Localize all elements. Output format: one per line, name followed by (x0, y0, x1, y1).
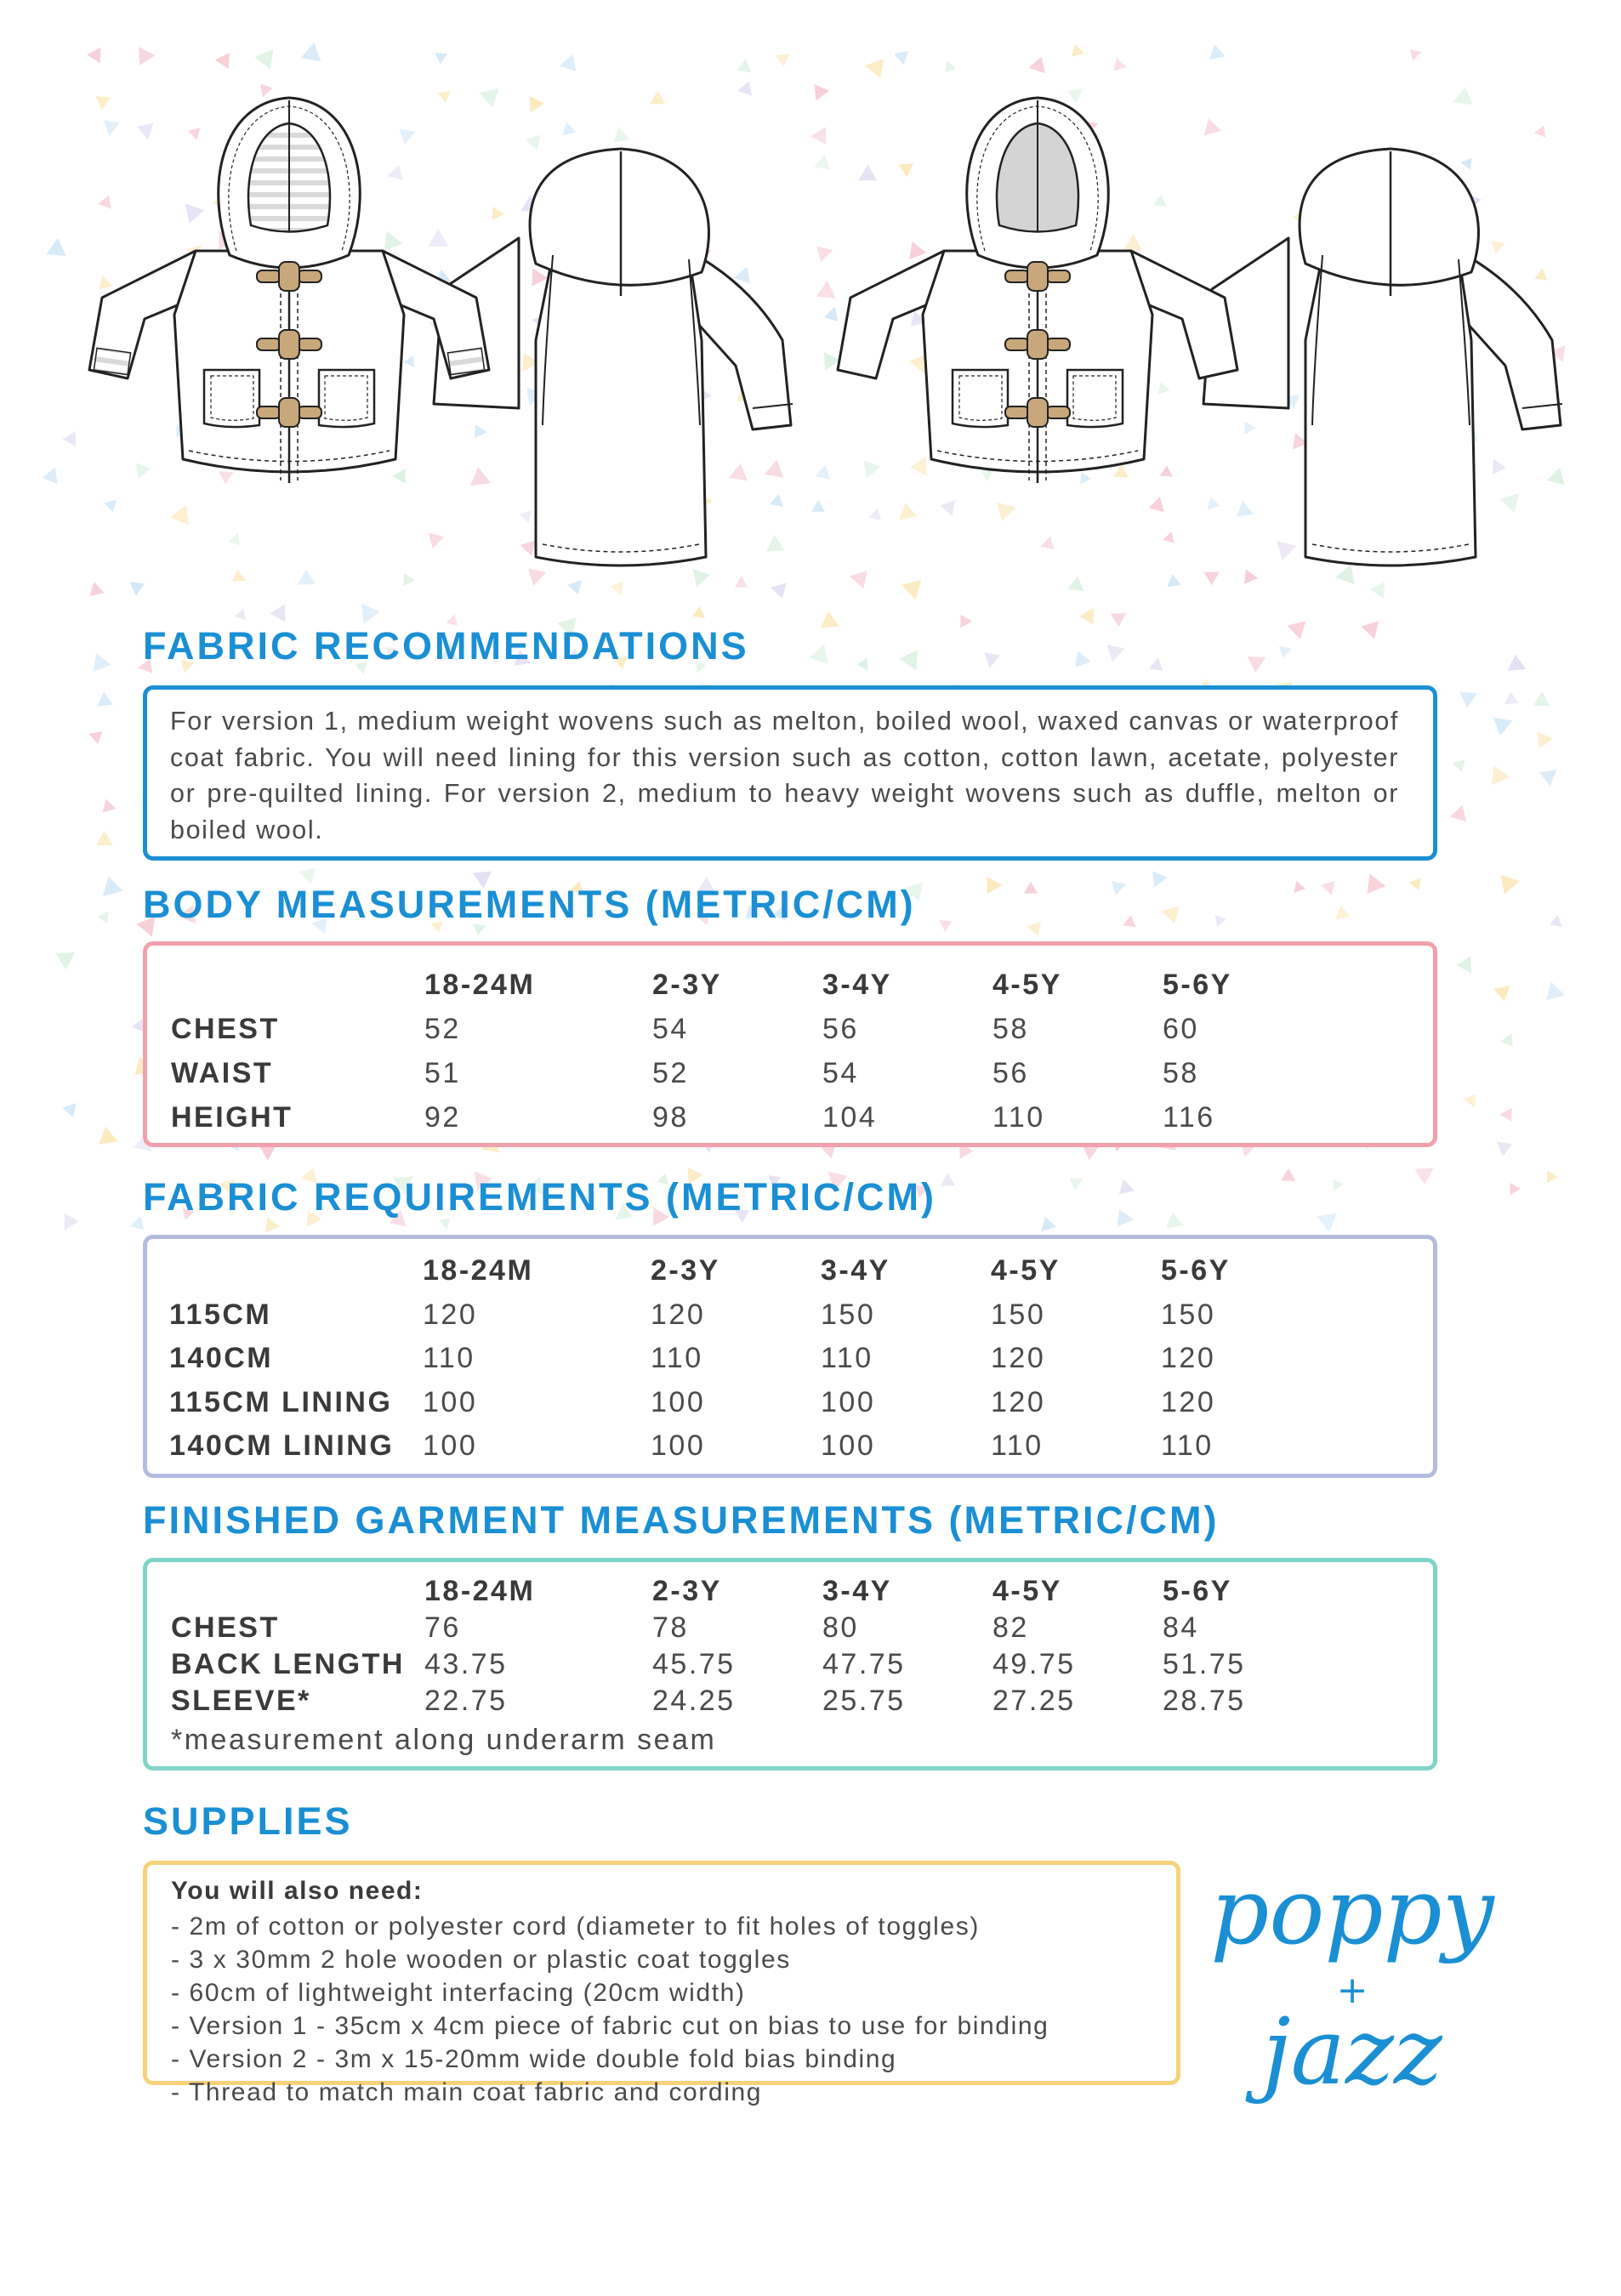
background-triangle (97, 692, 113, 707)
background-triangle (1493, 718, 1513, 736)
table-cell: 110 (1161, 1429, 1214, 1463)
background-triangle (1500, 1033, 1513, 1047)
background-triangle (1083, 1145, 1099, 1161)
table-cell: 92 (424, 1100, 461, 1134)
list-item: - 3 x 30mm 2 hole wooden or plastic coat toggles (171, 1943, 1049, 1976)
background-triangle (63, 431, 77, 446)
background-triangle (1333, 1179, 1344, 1191)
table-cell: 56 (822, 1012, 859, 1045)
background-triangle (1362, 621, 1379, 639)
background-triangle (1113, 58, 1126, 71)
size-header: 2-3Y (651, 1254, 720, 1287)
size-header-row (171, 1572, 1265, 1610)
background-triangle (984, 652, 1000, 668)
background-triangle (43, 468, 58, 484)
background-triangle (776, 54, 790, 66)
background-triangle (1166, 1212, 1183, 1228)
background-triangle (1464, 1094, 1476, 1108)
background-triangle (299, 867, 316, 884)
background-triangle (62, 1103, 76, 1117)
list-item: - 60cm of lightweight interfacing (20cm width) (171, 1976, 1049, 2009)
background-triangle (1410, 49, 1421, 60)
table-cell: 51.75 (1163, 1648, 1246, 1680)
logo-plus: + (1336, 1969, 1368, 2012)
background-triangle (1452, 759, 1465, 772)
background-triangle (1459, 692, 1477, 708)
table-row (171, 1646, 1265, 1683)
table-cell: 100 (423, 1429, 478, 1463)
background-triangle (692, 606, 705, 618)
size-header-row (169, 1249, 1263, 1293)
background-triangle (821, 611, 839, 628)
background-triangle (1123, 915, 1136, 927)
background-triangle (1409, 878, 1421, 890)
table-cell: 60 (1163, 1012, 1199, 1045)
table-cell: 98 (652, 1100, 689, 1134)
poppy-jazz-logo (1208, 1854, 1497, 2134)
background-triangle (94, 653, 111, 672)
background-triangle (737, 59, 751, 72)
background-triangle (99, 1127, 117, 1145)
table-cell: 84 (1163, 1611, 1199, 1644)
table-cell: 54 (652, 1012, 689, 1045)
list-item: - Thread to match main coat fabric and cording (171, 2076, 1049, 2109)
background-triangle (103, 798, 117, 812)
table-cell: 120 (1161, 1342, 1216, 1375)
table-row (169, 1337, 1263, 1381)
background-triangle (439, 1218, 451, 1229)
fabric-requirements-table (169, 1249, 1263, 1469)
background-triangle (560, 54, 577, 71)
table-cell: 51 (424, 1056, 461, 1089)
version-1-front-view (89, 98, 489, 483)
background-triangle (235, 609, 246, 621)
background-triangle (103, 877, 123, 896)
background-triangle (1119, 1179, 1135, 1195)
size-header: 2-3Y (652, 1574, 722, 1607)
background-triangle (1497, 1142, 1512, 1157)
table-cell: 54 (822, 1056, 859, 1089)
table-cell: 100 (423, 1385, 478, 1418)
background-triangle (260, 1147, 276, 1161)
background-triangle (1118, 1209, 1134, 1227)
background-triangle (1075, 651, 1090, 668)
background-triangle (1281, 1168, 1295, 1181)
background-triangle (1149, 657, 1163, 671)
size-header: 2-3Y (652, 968, 722, 1001)
background-triangle (1069, 1178, 1083, 1191)
size-header: 4-5Y (993, 968, 1062, 1001)
measurement-footnote: *measurement along underarm seam (171, 1724, 717, 1756)
fabric-recommendations-title: FABRIC RECOMMENDATIONS (143, 624, 749, 668)
table-cell: 80 (822, 1611, 859, 1644)
table-row (171, 1610, 1265, 1646)
table-cell: 120 (991, 1342, 1046, 1375)
background-triangle (1508, 654, 1527, 671)
finished-garment-title: FINISHED GARMENT MEASUREMENTS (METRIC/CM) (143, 1498, 1220, 1542)
background-triangle (1029, 57, 1045, 74)
table-cell: 100 (651, 1385, 706, 1418)
background-triangle (1288, 621, 1306, 639)
background-triangle (254, 49, 273, 70)
supplies-box (143, 1861, 1180, 2106)
background-triangle (1294, 881, 1305, 893)
supplies-title: SUPPLIES (143, 1799, 353, 1843)
background-triangle (1215, 915, 1227, 927)
size-header: 5-6Y (1163, 1574, 1232, 1607)
background-triangle (1510, 1183, 1521, 1195)
table-cell: 52 (652, 1056, 689, 1089)
background-triangle (98, 912, 109, 924)
background-triangle (435, 53, 447, 64)
row-label: WAIST (171, 1056, 274, 1089)
background-triangle (960, 615, 972, 628)
row-label: CHEST (171, 1012, 280, 1045)
background-triangle (945, 61, 956, 73)
background-triangle (987, 877, 1002, 894)
table-cell: 120 (651, 1298, 706, 1331)
background-triangle (856, 658, 867, 671)
background-triangle (1504, 691, 1519, 704)
background-triangle (1414, 1168, 1433, 1185)
table-cell: 76 (424, 1611, 461, 1644)
background-triangle (894, 51, 908, 65)
table-cell: 27.25 (993, 1685, 1076, 1717)
background-triangle (361, 604, 379, 624)
size-header: 4-5Y (991, 1254, 1061, 1287)
size-header: 18-24M (424, 1574, 536, 1607)
table-row (169, 1381, 1263, 1425)
table-cell: 49.75 (993, 1648, 1076, 1680)
table-cell: 116 (1163, 1100, 1215, 1134)
background-triangle (1027, 922, 1041, 936)
row-label: 115CM LINING (169, 1385, 393, 1418)
body-measurements-title: BODY MEASUREMENTS (METRIC/CM) (143, 883, 916, 926)
table-cell: 104 (822, 1100, 878, 1134)
background-triangle (1335, 906, 1350, 919)
table-cell: 110 (991, 1429, 1044, 1463)
background-triangle (1500, 1108, 1512, 1122)
finished-garment-box (143, 1558, 1437, 1770)
background-triangle (1550, 915, 1562, 927)
table-cell: 82 (993, 1611, 1029, 1644)
size-header: 5-6Y (1163, 968, 1232, 1001)
version-2-back-view (1203, 149, 1562, 565)
size-header: 4-5Y (993, 1574, 1062, 1607)
list-item: - Version 2 - 3m x 15-20mm wide double fold bias binding (171, 2043, 1049, 2076)
background-triangle (1248, 656, 1266, 673)
fabric-requirements-box (143, 1235, 1437, 1478)
table-cell: 100 (821, 1429, 876, 1463)
background-triangle (1450, 805, 1466, 821)
background-triangle (1112, 881, 1126, 895)
table-cell: 78 (652, 1611, 689, 1644)
background-triangle (1321, 881, 1334, 895)
row-label: SLEEVE* (171, 1685, 311, 1717)
background-triangle (1279, 646, 1292, 658)
table-cell: 47.75 (822, 1648, 906, 1680)
row-label: CHEST (171, 1611, 280, 1644)
background-triangle (265, 1217, 280, 1232)
body-measurements-table (171, 963, 1265, 1139)
version-2-front-view (838, 98, 1237, 483)
background-triangle (1024, 882, 1038, 894)
background-triangle (96, 831, 113, 846)
list-item: - Version 1 - 35cm x 4cm piece of fabric cut on bias to use for binding (171, 2009, 1049, 2043)
row-label: 115CM (169, 1298, 272, 1331)
supplies-list (171, 1910, 1049, 2109)
logo-word-poppy: poppy (1210, 1859, 1494, 1965)
table-cell: 120 (423, 1298, 478, 1331)
row-label: 140CM LINING (169, 1429, 395, 1463)
table-cell: 110 (651, 1342, 703, 1375)
background-triangle (1152, 871, 1167, 887)
size-header: 5-6Y (1161, 1254, 1231, 1287)
background-triangle (130, 1216, 144, 1230)
fabric-recommendations-box (143, 685, 1437, 861)
table-cell: 120 (1161, 1385, 1216, 1418)
background-triangle (1456, 956, 1471, 973)
size-header: 18-24M (424, 968, 536, 1001)
size-header: 3-4Y (821, 1254, 890, 1287)
background-triangle (47, 238, 66, 256)
row-label: BACK LENGTH (171, 1648, 405, 1680)
background-triangle (865, 59, 884, 78)
table-cell: 52 (424, 1012, 461, 1045)
table-cell: 58 (1163, 1056, 1199, 1089)
background-triangle (270, 605, 285, 622)
table-cell: 58 (993, 1012, 1029, 1045)
table-row (171, 1051, 1265, 1095)
finished-garment-table (171, 1572, 1265, 1719)
table-cell: 45.75 (652, 1648, 736, 1680)
list-item: - 2m of cotton or polyester cord (diameter to fit holes of toggles) (171, 1910, 1049, 1943)
row-label: HEIGHT (171, 1100, 293, 1134)
table-cell: 25.75 (822, 1685, 906, 1717)
background-triangle (1533, 691, 1550, 706)
background-triangle (1107, 645, 1125, 662)
fabric-recommendations-text: For version 1, medium weight wovens such as melton, boiled wool, waxed canvas or waterproof coat fabric. You will need lining for this version such as cotton, cotton lawn, acetate, polyester or pre-quilted lining. For version 2, medium to heavy weight wovens such as duffle, melton or boiled wool. (170, 707, 1399, 844)
background-triangle (1317, 1213, 1337, 1232)
size-header: 3-4Y (822, 968, 892, 1001)
table-cell: 150 (1161, 1298, 1216, 1331)
table-cell: 100 (651, 1429, 706, 1463)
background-triangle (1546, 982, 1565, 1001)
table-cell: 150 (821, 1298, 876, 1331)
table-cell: 110 (821, 1342, 873, 1375)
background-triangle (1368, 874, 1386, 894)
table-row (169, 1293, 1263, 1338)
background-triangle (1501, 875, 1520, 895)
table-cell: 28.75 (1163, 1685, 1246, 1717)
table-cell: 120 (991, 1385, 1046, 1418)
table-row (171, 1095, 1265, 1139)
background-triangle (1493, 986, 1510, 1002)
body-measurements-box (143, 941, 1437, 1147)
table-cell: 110 (993, 1100, 1045, 1134)
table-row (171, 1007, 1265, 1051)
fabric-requirements-title: FABRIC REQUIREMENTS (METRIC/CM) (143, 1175, 936, 1219)
background-triangle (89, 731, 103, 744)
background-triangle (899, 650, 918, 670)
table-row (171, 1683, 1265, 1719)
background-triangle (810, 645, 828, 664)
background-triangle (1162, 906, 1180, 924)
background-triangle (1111, 613, 1126, 627)
size-header: 3-4Y (822, 1574, 892, 1607)
coat-flat-drawings (77, 85, 1573, 595)
background-triangle (1209, 44, 1226, 60)
background-triangle (941, 1173, 956, 1185)
background-triangle (301, 43, 321, 62)
table-cell: 110 (423, 1342, 475, 1375)
table-cell: 24.25 (652, 1685, 736, 1717)
background-triangle (1042, 1217, 1056, 1232)
size-header-row (171, 963, 1265, 1007)
table-cell: 150 (991, 1298, 1046, 1331)
logo-word-jazz: jazz (1262, 1999, 1442, 2106)
background-triangle (87, 48, 100, 63)
background-triangle (215, 53, 230, 69)
table-cell: 56 (993, 1056, 1029, 1089)
background-triangle (1538, 732, 1553, 749)
row-label: 140CM (169, 1342, 274, 1375)
background-triangle (939, 920, 952, 931)
table-cell: 100 (821, 1385, 876, 1418)
background-triangle (1492, 765, 1510, 785)
background-triangle (65, 1213, 79, 1230)
background-triangle (1539, 770, 1557, 786)
background-triangle (1547, 1170, 1558, 1183)
supplies-heading: You will also need: (171, 1877, 424, 1905)
background-triangle (1079, 608, 1094, 625)
background-triangle (1072, 44, 1084, 57)
table-cell: 22.75 (424, 1685, 508, 1717)
table-row (169, 1424, 1263, 1469)
background-triangle (139, 47, 156, 65)
table-cell: 43.75 (424, 1648, 508, 1680)
size-header: 18-24M (423, 1254, 534, 1287)
background-triangle (56, 952, 75, 969)
